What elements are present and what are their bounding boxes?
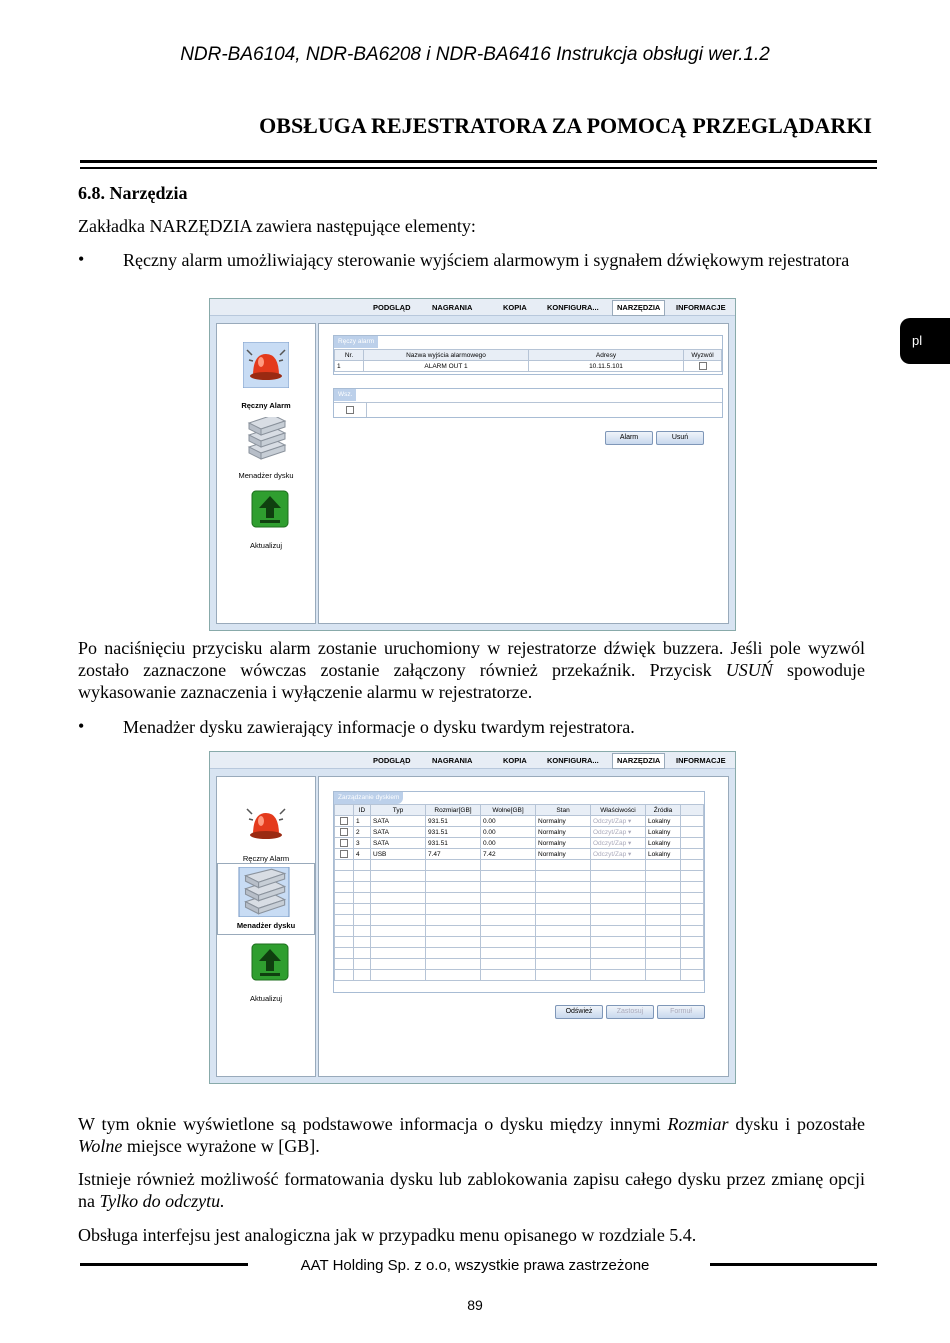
table-row — [335, 816, 704, 827]
tools-sidebar — [216, 776, 316, 1077]
para-emphasis: Tylko do odczytu. — [99, 1191, 225, 1211]
col-trigger: Wyzwól — [684, 350, 722, 361]
menu-nagrania[interactable]: NAGRANIA — [432, 303, 473, 312]
alarm-screenshot — [209, 298, 736, 631]
manual-alarm-group-title: Ręczy alarm — [334, 336, 378, 348]
cell-id: 4 — [354, 849, 371, 860]
para-emphasis: USUŃ — [725, 660, 773, 680]
cell-nr: 1 — [335, 361, 364, 372]
menu-podglad[interactable]: PODGLĄD — [373, 303, 411, 312]
menu-nagrania[interactable]: NAGRANIA — [432, 756, 473, 765]
delete-button[interactable]: Usuń — [656, 431, 704, 445]
disk-main-panel — [318, 776, 729, 1077]
empty-row — [335, 926, 704, 937]
cell-prop[interactable]: Odczyt/Zap ▾ — [591, 816, 646, 827]
update-arrow-icon[interactable] — [251, 943, 289, 981]
page-header: NDR-BA6104, NDR-BA6208 i NDR-BA6416 Instrukcja obsługi wer.1.2 — [180, 44, 770, 65]
para-text: W tym oknie wyświetlone są podstawowe informacja o dysku między innymi — [78, 1114, 668, 1134]
sidebar-alarm-label[interactable]: Ręczny Alarm — [241, 401, 291, 410]
alarm-button[interactable]: Alarm — [605, 431, 653, 445]
chevron-down-icon[interactable]: ▾ — [626, 829, 632, 836]
empty-row — [335, 860, 704, 871]
disk-screenshot — [209, 751, 736, 1084]
table-row — [335, 361, 722, 372]
disk-management-group — [333, 791, 705, 993]
para-text: Istnieje również możliwość formatowania dysku lub zablokowania zapisu całego dysku przez zmianę opcji na — [78, 1169, 865, 1211]
bullet-disk-text: Menadżer dysku zawierający informacje o dysku twardym rejestratora. — [123, 717, 635, 737]
header-rule — [80, 160, 877, 163]
disk-row-checkbox[interactable] — [340, 839, 348, 847]
cell-size: 931.51 — [426, 838, 481, 849]
disk-row-checkbox[interactable] — [340, 817, 348, 825]
tools-sidebar — [216, 323, 316, 624]
disk-row-checkbox[interactable] — [340, 850, 348, 858]
sidebar-selected-item[interactable] — [217, 863, 315, 935]
cell-type: SATA — [371, 838, 426, 849]
section-title: 6.8. Narzędzia — [78, 183, 188, 203]
select-all-checkbox[interactable] — [346, 406, 354, 414]
cell-state: Normalny — [536, 849, 591, 860]
cell-id: 1 — [354, 816, 371, 827]
cell-size: 931.51 — [426, 816, 481, 827]
disk-group-title: Zarządzanie dyskiem — [334, 792, 403, 804]
menu-konfiguracja[interactable]: KONFIGURA... — [547, 303, 599, 312]
para-text: miejsce wyrażone w [GB]. — [122, 1136, 320, 1156]
cell-type: USB — [371, 849, 426, 860]
sidebar-update-label[interactable]: Aktualizuj — [249, 541, 283, 550]
empty-row — [335, 882, 704, 893]
menu-kopia[interactable]: KOPIA — [503, 303, 527, 312]
col-state: Stan — [536, 805, 591, 816]
menu-informacje[interactable]: INFORMACJE — [676, 756, 726, 765]
col-properties: Właściwości — [591, 805, 646, 816]
chapter-title: OBSŁUGA REJESTRATORA ZA POMOCĄ PRZEGLĄDARKI — [259, 113, 872, 138]
disk-row-checkbox[interactable] — [340, 828, 348, 836]
menu-informacje[interactable]: INFORMACJE — [676, 303, 726, 312]
empty-row — [335, 959, 704, 970]
cell-prop[interactable]: Odczyt/Zap ▾ — [591, 827, 646, 838]
empty-row — [335, 904, 704, 915]
cell-source: Lokalny — [646, 816, 681, 827]
cell-free: 7.42 — [481, 849, 536, 860]
para-emphasis: Rozmiar — [667, 1114, 729, 1134]
cell-state: Normalny — [536, 827, 591, 838]
cell-type: SATA — [371, 827, 426, 838]
para-emphasis: Wolne — [78, 1136, 123, 1156]
paragraph-interface-note: Obsługa interfejsu jest analogiczna jak w przypadku menu opisanego w rozdziale 5.4. — [78, 1225, 697, 1245]
menu-podglad[interactable]: PODGLĄD — [373, 756, 411, 765]
empty-row — [335, 937, 704, 948]
table-row — [335, 849, 704, 860]
menu-narzedzia[interactable]: NARZĘDZIA — [612, 753, 665, 769]
col-nr: Nr. — [335, 350, 364, 361]
cell-free: 0.00 — [481, 827, 536, 838]
language-tab: pl — [900, 318, 950, 364]
cell-source: Lokalny — [646, 827, 681, 838]
footer-text: AAT Holding Sp. z o.o, wszystkie prawa zastrzeżone — [300, 1257, 650, 1274]
cell-free: 0.00 — [481, 838, 536, 849]
col-size: Rozmiar[GB] — [426, 805, 481, 816]
cell-alarm-name: ALARM OUT 1 — [364, 361, 529, 372]
page-number: 89 — [467, 1297, 483, 1313]
alarm-table — [334, 349, 722, 372]
table-row — [335, 827, 704, 838]
cell-state: Normalny — [536, 838, 591, 849]
empty-row — [335, 915, 704, 926]
cell-prop[interactable]: Odczyt/Zap ▾ — [591, 838, 646, 849]
col-address: Adresy — [529, 350, 684, 361]
cell-source: Lokalny — [646, 849, 681, 860]
intro-text: Zakładka NARZĘDZIA zawiera następujące elementy: — [78, 216, 476, 236]
disk-manager-icon[interactable] — [238, 867, 290, 917]
sidebar-disk-label[interactable]: Menadżer dysku — [238, 471, 294, 480]
cell-type: SATA — [371, 816, 426, 827]
cell-free: 0.00 — [481, 816, 536, 827]
alarm-siren-icon[interactable] — [243, 801, 289, 847]
col-free: Wolne[GB] — [481, 805, 536, 816]
empty-row — [335, 970, 704, 981]
disk-table — [334, 804, 704, 981]
paragraph-alarm-description — [78, 637, 865, 703]
cell-prop[interactable]: Odczyt/Zap ▾ — [591, 849, 646, 860]
col-id: ID — [354, 805, 371, 816]
menu-kopia[interactable]: KOPIA — [503, 756, 527, 765]
bullet-alarm-text: Ręczny alarm umożliwiający sterowanie wyjściem alarmowym i sygnałem dźwiękowym rejestratora — [123, 250, 850, 270]
para-text: dysku i pozostałe — [728, 1114, 865, 1134]
menu-bar — [210, 299, 735, 316]
chevron-down-icon[interactable]: ▾ — [626, 851, 632, 858]
sidebar-update-label[interactable]: Aktualizuj — [249, 994, 283, 1003]
table-row — [335, 838, 704, 849]
format-button[interactable]: Formuł — [657, 1005, 705, 1019]
empty-row — [335, 948, 704, 959]
manual-alarm-group — [333, 335, 723, 375]
para-text: spowoduje wykasowanie zaznaczenia i wyłączenie alarmu w rejestratorze. — [78, 660, 866, 702]
paragraph-disk-info — [78, 1113, 865, 1157]
empty-row — [335, 893, 704, 904]
all-group-title: Wsz. — [334, 389, 356, 401]
bullet-marker: • — [78, 716, 85, 736]
cell-state: Normalny — [536, 816, 591, 827]
bullet-marker: • — [78, 249, 85, 269]
cell-source: Lokalny — [646, 838, 681, 849]
disk-manager-icon[interactable] — [243, 417, 289, 463]
para-text: Po naciśnięciu przycisku alarm zostanie uruchomiony w rejestratorze dźwięk buzzera. Jeśli pole wyzwól zostało zaznaczone wówczas zostanie załączony również przekaźnik. Przycisk — [78, 638, 865, 680]
chevron-down-icon[interactable]: ▾ — [626, 818, 632, 825]
apply-button[interactable]: Zastosuj — [606, 1005, 654, 1019]
alarm-main-panel — [318, 323, 729, 624]
sidebar-disk-label[interactable]: Menadżer dysku — [236, 921, 296, 930]
chevron-down-icon[interactable]: ▾ — [626, 840, 632, 847]
all-group — [333, 388, 723, 418]
alarm-siren-icon[interactable] — [243, 342, 289, 388]
cell-size: 7.47 — [426, 849, 481, 860]
menu-konfiguracja[interactable]: KONFIGURA... — [547, 756, 599, 765]
cell-size: 931.51 — [426, 827, 481, 838]
refresh-button[interactable]: Odśwież — [555, 1005, 603, 1019]
cell-address: 10.11.5.101 — [529, 361, 684, 372]
menu-narzedzia[interactable]: NARZĘDZIA — [612, 300, 665, 316]
cell-id: 2 — [354, 827, 371, 838]
paragraph-format-info — [78, 1168, 865, 1212]
update-arrow-icon[interactable] — [251, 490, 289, 528]
trigger-checkbox[interactable] — [699, 362, 707, 370]
col-type: Typ — [371, 805, 426, 816]
header-rule-thin — [80, 167, 877, 169]
empty-row — [335, 871, 704, 882]
menu-bar — [210, 752, 735, 769]
col-source: Źródła — [646, 805, 681, 816]
cell-id: 3 — [354, 838, 371, 849]
sidebar-alarm-label[interactable]: Ręczny Alarm — [242, 854, 290, 863]
col-alarm-name: Nazwa wyjścia alarmowego — [364, 350, 529, 361]
